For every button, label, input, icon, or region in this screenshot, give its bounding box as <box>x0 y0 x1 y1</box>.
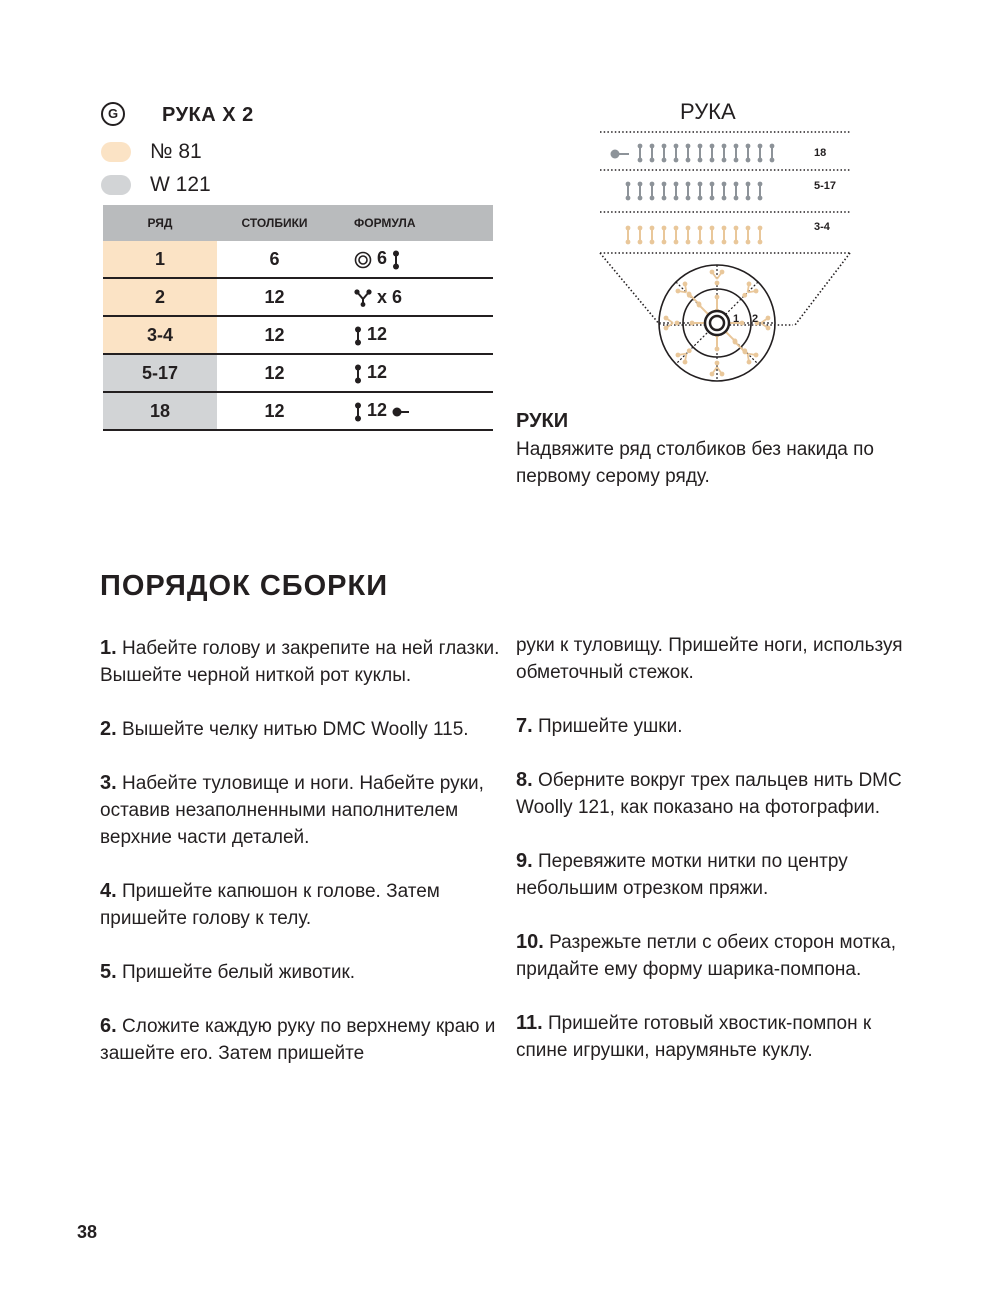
row-number: 2 <box>103 278 217 316</box>
yarn-label-peach: № 81 <box>150 140 202 163</box>
arm-stitch-diagram <box>590 125 860 395</box>
list-item: 9. Перевяжите мотки нитки по центру небольшим отрезком пряжи. <box>516 850 848 899</box>
col-header-formula: ФОРМУЛА <box>332 205 493 241</box>
row-stitches: 12 <box>217 316 332 354</box>
list-item: 4. Пришейте капюшон к голове. Затем пришейте голову к телу. <box>100 880 440 929</box>
row-formula <box>332 316 493 354</box>
assembly-title: ПОРЯДОК СБОРКИ <box>100 570 389 602</box>
table-row <box>103 316 493 354</box>
part-badge-letter: G <box>107 106 119 121</box>
list-item: 1. Набейте голову и закрепите на ней глазки. Вышейте черной ниткой рот куклы. <box>100 637 500 686</box>
formula-count: 12 <box>367 400 388 421</box>
list-item: 10. Разрежьте петли с обеих сторон мотка, придайте ему форму шарика-помпона. <box>516 931 896 980</box>
row-formula <box>332 392 493 430</box>
yarn-swatch-gray <box>101 175 131 195</box>
part-badge <box>101 102 125 126</box>
assembly-column-right <box>516 632 916 1091</box>
single-crochet-icon <box>354 402 362 422</box>
list-item: 6. Сложите каждую руку по верхнему краю и зашейте его. Затем пришейте <box>100 1015 496 1064</box>
diagram-title: РУКА <box>680 99 736 124</box>
table-row <box>103 392 493 430</box>
single-crochet-icon <box>392 250 400 270</box>
formula-count: 12 <box>367 362 388 383</box>
arms-heading: РУКИ <box>516 410 569 432</box>
diagram-row-label: 3-4 <box>814 221 830 233</box>
formula-count: 12 <box>367 324 388 345</box>
row-formula <box>332 354 493 392</box>
row-formula <box>332 241 493 278</box>
table-row <box>103 278 493 316</box>
page-number: 38 <box>77 1222 98 1242</box>
single-crochet-icon <box>354 326 362 346</box>
table-row <box>103 241 493 278</box>
formula-count: x 6 <box>377 286 403 307</box>
row-stitches: 12 <box>217 278 332 316</box>
row-stitches: 6 <box>217 241 332 278</box>
magic-ring-icon <box>354 251 372 269</box>
diagram-row-label: 5-17 <box>814 180 837 192</box>
row-formula <box>332 278 493 316</box>
formula-count: 6 <box>377 248 388 269</box>
col-header-stitches: СТОЛБИКИ <box>217 205 332 241</box>
part-title: РУКА X 2 <box>162 104 254 126</box>
list-item: 5. Пришейте белый животик. <box>100 961 356 983</box>
row-stitches: 12 <box>217 354 332 392</box>
list-item: 3. Набейте туловище и ноги. Набейте руки, оставив незаполненными наполнителем верхние части деталей. <box>100 772 484 848</box>
row-number: 3-4 <box>103 316 217 354</box>
ring-label: 1 <box>733 313 740 325</box>
table-row <box>103 354 493 392</box>
row-number: 18 <box>103 392 217 430</box>
yarn-label-gray: W 121 <box>150 173 211 196</box>
list-item: 11. Пришейте готовый хвостик-помпон к спине игрушки, нарумяньте куклу. <box>516 1012 872 1061</box>
increase-icon <box>354 289 372 307</box>
row-number: 1 <box>103 241 217 278</box>
arms-text: Надвяжите ряд столбиков без накида по первому серому ряду. <box>516 439 874 487</box>
row-number: 5-17 <box>103 354 217 392</box>
row-stitches: 12 <box>217 392 332 430</box>
diagram-row-label: 18 <box>814 147 827 159</box>
single-crochet-icon <box>354 364 362 384</box>
pattern-table <box>103 205 493 431</box>
col-header-row: РЯД <box>103 205 217 241</box>
list-item: 2. Вышейте челку нитью DMC Woolly 115. <box>100 718 469 740</box>
list-item: 8. Оберните вокруг трех пальцев нить DMC Woolly 121, как показано на фотографии. <box>516 769 902 818</box>
list-item-continuation: руки к туловищу. Пришейте ноги, используя обметочный стежок. <box>516 635 903 683</box>
ring-label: 2 <box>752 313 759 325</box>
assembly-column-left <box>100 635 500 1094</box>
yarn-swatch-peach <box>101 142 131 162</box>
slip-stitch-icon <box>392 407 410 417</box>
table-header-row <box>103 205 493 241</box>
list-item: 7. Пришейте ушки. <box>516 715 683 737</box>
